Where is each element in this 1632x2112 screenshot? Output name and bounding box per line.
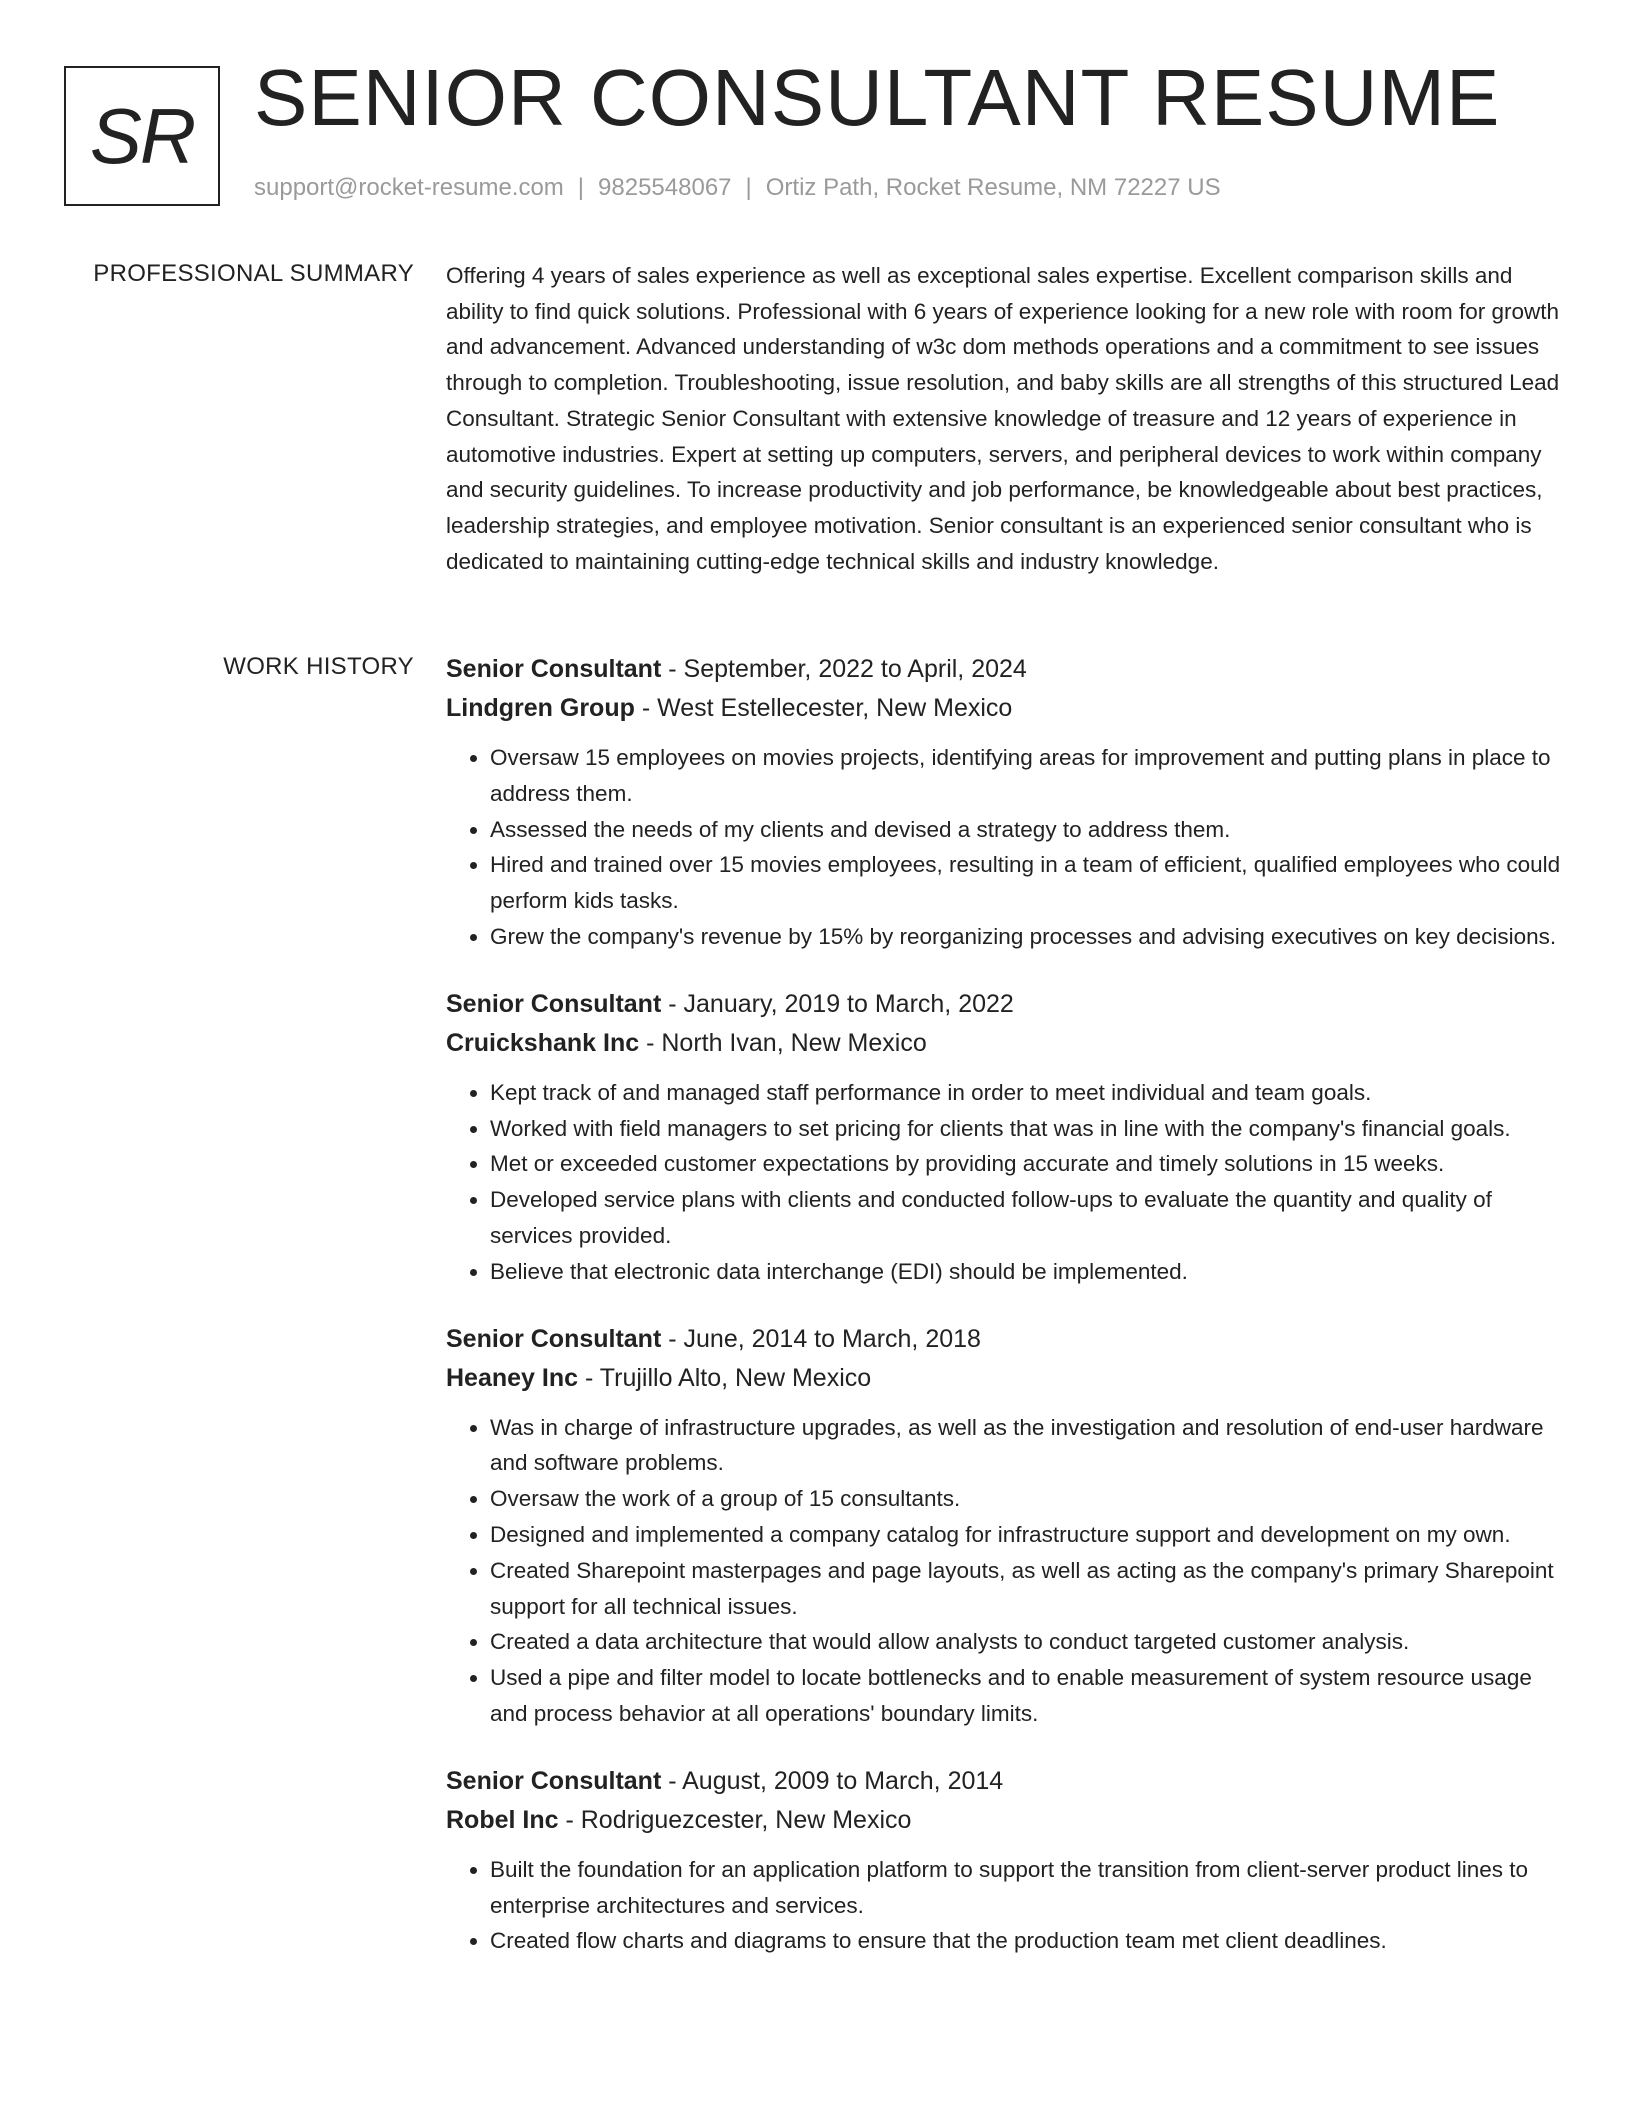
contact-separator: | [577, 174, 585, 201]
contact-line [254, 174, 1221, 202]
work-history-heading: WORK HISTORY [223, 653, 414, 680]
job-company-line [446, 1801, 1562, 1840]
summary-text: Offering 4 years of sales experience as well as exceptional sales expertise. Excellent comparison skills and ability to find quick solutions. Professional with 6 years of experience looking for a new role with room for growth and advancement. Advanced understanding of w3c dom methods operations and a commitment to see issues through to completion. Troubleshooting, issue resolution, and baby skills are all strengths of this structured Lead Consultant. Strategic Senior Consultant with extensive knowledge of treasure and 12 years of experience in automotive industries. Expert at setting up computers, servers, and peripheral devices to work within company and security guidelines. To increase productivity and job performance, be knowledgeable about best practices, leadership strategies, and employee motivation. Senior consultant is an experienced senior consultant who is dedicated to maintaining cutting-edge technical skills and industry knowledge. [446, 263, 1560, 574]
job-dates: - September, 2022 to April, 2024 [661, 655, 1027, 683]
job-bullet: • Kept track of and managed staff performance in order to meet individual and team goals. [490, 1075, 1562, 1111]
job-bullet-list [446, 1410, 1562, 1732]
summary-body [446, 258, 1562, 579]
job-title: Senior Consultant [446, 1324, 662, 1353]
job-entry [446, 1320, 1562, 1732]
job-location: - North Ivan, New Mexico [639, 1028, 927, 1057]
page-title: SENIOR CONSULTANT RESUME [254, 53, 1501, 142]
job-entry [446, 985, 1562, 1290]
job-company: Cruickshank Inc [446, 1028, 640, 1057]
job-bullet-list [446, 1852, 1562, 1959]
job-company-line [446, 1359, 1562, 1398]
job-bullet: • Built the foundation for an application platform to support the transition from client-server product lines to enterprise architectures and services. [490, 1852, 1562, 1924]
job-company: Lindgren Group [446, 694, 635, 722]
contact-email: support@rocket-resume.com [254, 174, 564, 201]
job-bullet: • Believe that electronic data interchange (EDI) should be implemented. [490, 1254, 1562, 1290]
job-title: Senior Consultant [446, 1766, 662, 1795]
job-bullet: • Met or exceeded customer expectations by providing accurate and timely solutions in 15 weeks. [490, 1146, 1562, 1182]
job-title: Senior Consultant [446, 989, 662, 1018]
job-entry [446, 650, 1562, 955]
job-entry [446, 1762, 1562, 1959]
job-bullet: • Oversaw the work of a group of 15 consultants. [490, 1481, 1562, 1517]
job-bullet: • Designed and implemented a company catalog for infrastructure support and development on my own. [490, 1517, 1562, 1553]
job-location: - Trujillo Alto, New Mexico [578, 1363, 872, 1392]
job-location: - Rodriguezcester, New Mexico [558, 1805, 912, 1834]
job-bullet: • Assessed the needs of my clients and devised a strategy to address them. [490, 812, 1562, 848]
job-location: - West Estellecester, New Mexico [634, 694, 1013, 722]
job-title-line [446, 650, 1562, 689]
job-company-line [446, 689, 1562, 728]
job-dates: - January, 2019 to March, 2022 [661, 989, 1014, 1018]
job-bullet: • Grew the company's revenue by 15% by reorganizing processes and advising executives on key decisions. [490, 919, 1562, 955]
job-bullet: • Created Sharepoint masterpages and page layouts, as well as acting as the company's primary Sharepoint support for all technical issues. [490, 1553, 1562, 1625]
job-company-line [446, 1024, 1562, 1063]
job-bullet: • Was in charge of infrastructure upgrades, as well as the investigation and resolution of end-user hardware and software problems. [490, 1410, 1562, 1482]
monogram-logo: SR [64, 66, 220, 206]
job-dates: - August, 2009 to March, 2014 [661, 1766, 1004, 1795]
job-company: Robel Inc [446, 1805, 559, 1834]
summary-heading: PROFESSIONAL SUMMARY [93, 260, 414, 287]
job-title-line [446, 1762, 1562, 1801]
job-bullet: • Hired and trained over 15 movies employees, resulting in a team of efficient, qualified employees who could perform kids tasks. [490, 847, 1562, 919]
job-title-line [446, 985, 1562, 1024]
job-company: Heaney Inc [446, 1363, 579, 1392]
job-bullet: • Created a data architecture that would allow analysts to conduct targeted customer analysis. [490, 1624, 1562, 1660]
job-bullet: • Worked with field managers to set pricing for clients that was in line with the company's financial goals. [490, 1111, 1562, 1147]
job-title: Senior Consultant [446, 655, 662, 683]
contact-separator: | [745, 174, 752, 201]
job-bullet: • Created flow charts and diagrams to ensure that the production team met client deadlines. [490, 1923, 1562, 1959]
job-bullet: • Oversaw 15 employees on movies projects, identifying areas for improvement and putting plans in place to address them. [490, 740, 1562, 812]
work-history-body [446, 650, 1562, 1989]
job-bullet: • Developed service plans with clients and conducted follow-ups to evaluate the quantity and quality of services provided. [490, 1182, 1562, 1254]
job-bullet-list [446, 740, 1562, 955]
contact-phone: 9825548067 [598, 174, 732, 201]
job-bullet-list [446, 1075, 1562, 1290]
job-bullet: • Used a pipe and filter model to locate bottlenecks and to enable measurement of system resource usage and process behavior at all operations' boundary limits. [490, 1660, 1562, 1732]
job-title-line [446, 1320, 1562, 1359]
job-dates: - June, 2014 to March, 2018 [661, 1324, 981, 1353]
contact-address: Ortiz Path, Rocket Resume, NM 72227 US [765, 174, 1221, 201]
